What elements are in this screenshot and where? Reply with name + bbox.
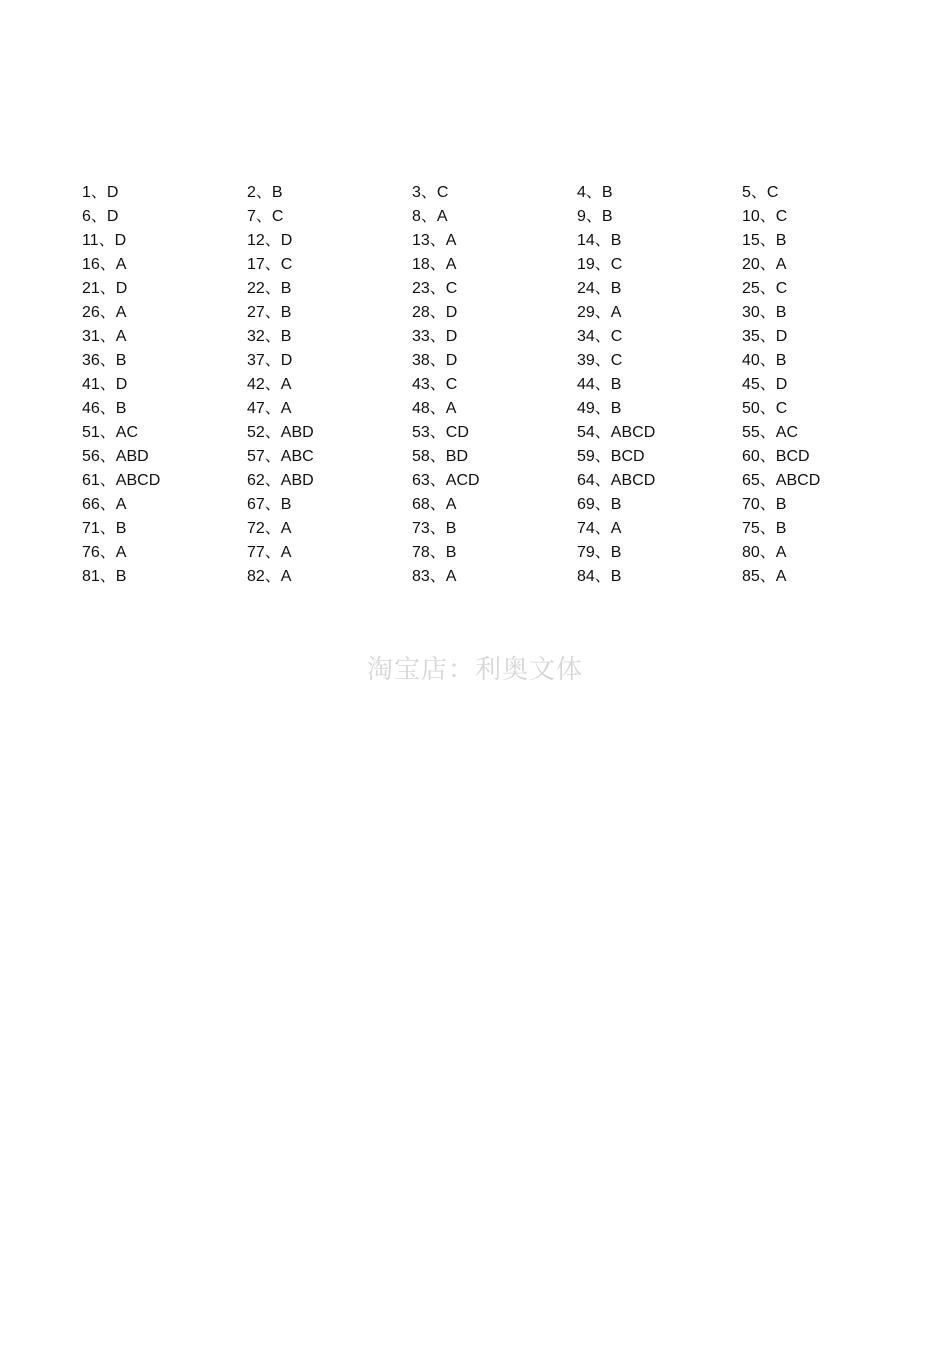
- answer-item: 72、A: [247, 520, 292, 537]
- answer-item: 68、A: [412, 496, 457, 513]
- answer-item: 56、ABD: [82, 448, 149, 465]
- answer-item: 60、BCD: [742, 448, 810, 465]
- answer-item: 52、ABD: [247, 424, 314, 441]
- answer-item: 26、A: [82, 304, 127, 321]
- answer-item: 54、ABCD: [577, 424, 656, 441]
- answer-item: 40、B: [742, 352, 787, 369]
- answer-item: 3、C: [412, 184, 449, 201]
- answer-item: 32、B: [247, 328, 292, 345]
- answer-item: 31、A: [82, 328, 127, 345]
- answer-item: 82、A: [247, 568, 292, 585]
- answer-item: 85、A: [742, 568, 787, 585]
- answer-item: 38、D: [412, 352, 458, 369]
- answer-item: 75、B: [742, 520, 787, 537]
- answer-item: 49、B: [577, 400, 622, 417]
- answer-item: 71、B: [82, 520, 127, 537]
- answer-item: 35、D: [742, 328, 788, 345]
- answer-item: 18、A: [412, 256, 457, 273]
- answer-item: 50、C: [742, 400, 788, 417]
- answer-item: 27、B: [247, 304, 292, 321]
- answer-item: 48、A: [412, 400, 457, 417]
- answer-item: 15、B: [742, 232, 787, 249]
- answer-item: 67、B: [247, 496, 292, 513]
- answer-item: 34、C: [577, 328, 623, 345]
- answer-item: 44、B: [577, 376, 622, 393]
- answer-item: 53、CD: [412, 424, 469, 441]
- answer-item: 55、AC: [742, 424, 799, 441]
- answer-item: 77、A: [247, 544, 292, 561]
- answer-item: 33、D: [412, 328, 458, 345]
- answer-item: 10、C: [742, 208, 788, 225]
- answer-item: 37、D: [247, 352, 293, 369]
- answer-item: 14、B: [577, 232, 622, 249]
- answer-item: 22、B: [247, 280, 292, 297]
- answer-item: 59、BCD: [577, 448, 645, 465]
- answer-item: 25、C: [742, 280, 788, 297]
- answer-item: 6、D: [82, 208, 119, 225]
- answer-item: 69、B: [577, 496, 622, 513]
- answer-item: 76、A: [82, 544, 127, 561]
- answer-item: 12、D: [247, 232, 293, 249]
- answer-item: 43、C: [412, 376, 458, 393]
- answer-item: 29、A: [577, 304, 622, 321]
- answer-item: 84、B: [577, 568, 622, 585]
- answer-item: 46、B: [82, 400, 127, 417]
- answer-item: 81、B: [82, 568, 127, 585]
- answer-item: 30、B: [742, 304, 787, 321]
- answer-item: 57、ABC: [247, 448, 314, 465]
- answer-item: 2、B: [247, 184, 283, 201]
- answer-item: 8、A: [412, 208, 448, 225]
- answer-item: 80、A: [742, 544, 787, 561]
- answer-item: 42、A: [247, 376, 292, 393]
- answer-item: 83、A: [412, 568, 457, 585]
- answer-item: 39、C: [577, 352, 623, 369]
- answer-item: 64、ABCD: [577, 472, 656, 489]
- answer-item: 65、ABCD: [742, 472, 821, 489]
- answer-item: 66、A: [82, 496, 127, 513]
- answer-item: 73、B: [412, 520, 457, 537]
- answer-item: 20、A: [742, 256, 787, 273]
- answer-item: 47、A: [247, 400, 292, 417]
- answer-item: 70、B: [742, 496, 787, 513]
- answer-item: 41、D: [82, 376, 128, 393]
- answer-item: 16、A: [82, 256, 127, 273]
- answer-item: 5、C: [742, 184, 779, 201]
- answer-item: 21、D: [82, 280, 128, 297]
- answer-item: 61、ABCD: [82, 472, 161, 489]
- answer-item: 13、A: [412, 232, 457, 249]
- answer-item: 28、D: [412, 304, 458, 321]
- answer-item: 7、C: [247, 208, 284, 225]
- answer-item: 23、C: [412, 280, 458, 297]
- answer-item: 24、B: [577, 280, 622, 297]
- answer-item: 11、D: [82, 232, 127, 249]
- answer-item: 62、ABD: [247, 472, 314, 489]
- answer-item: 74、A: [577, 520, 622, 537]
- answer-item: 45、D: [742, 376, 788, 393]
- answer-item: 63、ACD: [412, 472, 480, 489]
- answer-item: 9、B: [577, 208, 613, 225]
- answer-key-grid: [82, 181, 912, 589]
- answer-item: 4、B: [577, 184, 613, 201]
- answer-item: 19、C: [577, 256, 623, 273]
- watermark: 淘宝店：利奥文体: [366, 655, 583, 685]
- answer-item: 58、BD: [412, 448, 469, 465]
- answer-item: 1、D: [82, 184, 119, 201]
- answer-item: 51、AC: [82, 424, 139, 441]
- answer-item: 78、B: [412, 544, 457, 561]
- answer-item: 79、B: [577, 544, 622, 561]
- answer-item: 36、B: [82, 352, 127, 369]
- answer-item: 17、C: [247, 256, 293, 273]
